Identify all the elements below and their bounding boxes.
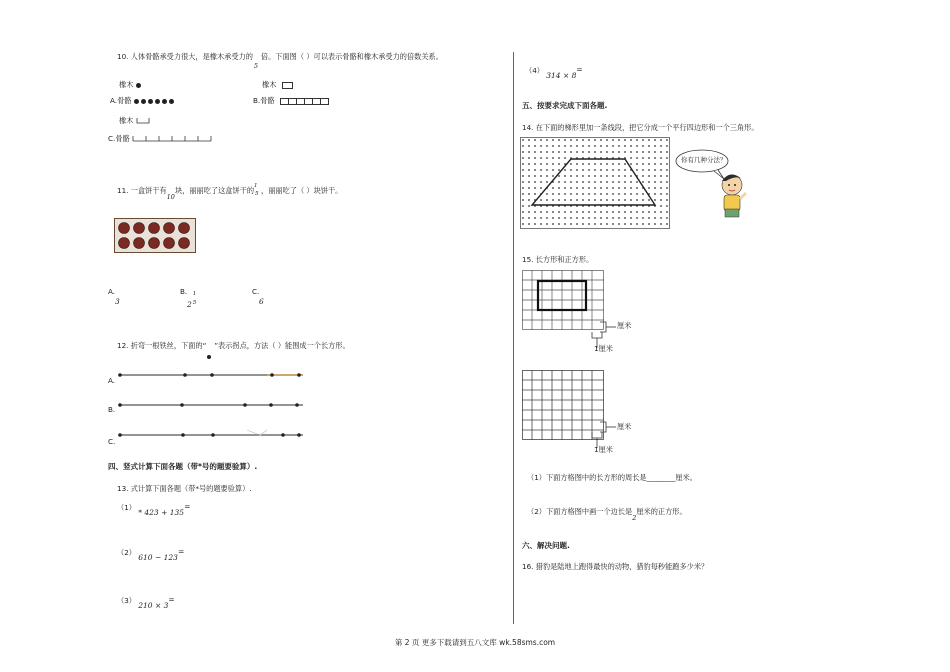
bone-dot-icon [134, 99, 139, 104]
speech-bubble-text: 你有几种分法？ [681, 156, 727, 164]
q10-stem: 10. 人体骨骼承受力很大，是橡木承受力的 5 倍。下面图（ ）可以表示骨骼和橡木承受力的倍数关系。 [117, 52, 443, 70]
bone-box-icon [320, 98, 329, 105]
q11-stem: 11. 一盒饼干有10块，丽丽吃了这盒饼干的 1 5 ，丽丽吃了（ ）块饼干。 [117, 183, 343, 201]
section-4-title: 四、竖式计算下面各题（带*号的题要验算）. [108, 462, 258, 471]
q13-item-4: （4） 314 × 8= [525, 65, 583, 80]
bone-dot-icon [155, 99, 160, 104]
q11-option-c[interactable]: C. 6 [252, 287, 264, 306]
q10-option-c[interactable]: C.骨骼 [108, 135, 212, 144]
q14-stem: 14. 在下面的梯形里加一条线段，把它分成一个平行四边形和一个三角形。 [522, 123, 759, 132]
q15-unit-bottom-2: 1厘米 [594, 445, 613, 454]
q15-unit-right-2: 厘米 [617, 422, 632, 431]
q15-sub-1: （1）下面方格图中的长方形的周长是________厘米。 [527, 473, 697, 482]
bend-point-icon [207, 355, 211, 359]
bone-dot-icon [162, 99, 167, 104]
q13-item-1: （1） * 423 + 135= [117, 502, 191, 517]
q12-option-a-wire[interactable] [117, 370, 307, 380]
page-footer: 第 2 页 更多下载请到五八文库 wk.58sms.com [394, 638, 556, 647]
section-6-title: 六、解决问题. [522, 541, 570, 550]
q11-option-b[interactable]: B. 2 1 5 [180, 287, 197, 309]
q12-option-b-label: B. [108, 405, 116, 414]
bone-segment-icon [132, 135, 212, 143]
q10-c-oak-row: 橡木 [119, 117, 150, 126]
q12-option-c-label: C. [108, 437, 116, 446]
oak-segment-icon [136, 117, 150, 125]
bone-dot-icon [169, 99, 174, 104]
oak-dot-icon [136, 83, 141, 88]
cookie-box-image [114, 218, 196, 253]
q13-stem: 13. 式计算下面各题（带*号的题要验算）. [117, 484, 252, 493]
q15-sub-2: （2）下面方格图中画一个边长是2厘米的正方形。 [527, 507, 687, 522]
q16-stem: 16. 猎豹是陆地上跑得最快的动物，猎豹每秒能跑多少米？ [522, 562, 709, 571]
q12-stem: 12. 折弯一根铁丝，下面的“ ”表示拐点，方法（ ）能围成一个长方形。 [117, 342, 350, 351]
q15-sub-1-blank[interactable]: ________ [646, 473, 676, 482]
q10-fraction-den: 5 [253, 62, 259, 70]
q12-option-a-label: A. [108, 376, 116, 385]
q10-b-oak-row: 橡木 [262, 81, 293, 90]
q15-stem: 15. 长方形和正方形。 [522, 255, 594, 264]
q12-option-c-wire[interactable] [117, 428, 307, 442]
section-5-title: 五、按要求完成下面各题. [522, 101, 608, 110]
oak-box-icon [282, 82, 293, 89]
q11-option-a[interactable]: A. 3 [108, 287, 120, 306]
q10-option-a[interactable]: A.骨骼 [110, 97, 176, 106]
q13-item-2: （2） 610 − 123= [117, 547, 185, 562]
q15-unit-right-1: 厘米 [617, 321, 632, 330]
bone-dot-icon [148, 99, 153, 104]
q12-option-b-wire[interactable] [117, 400, 307, 410]
q10-a-oak-row: 橡木 [119, 81, 143, 90]
q15-unit-bottom-1: 1厘米 [594, 344, 613, 353]
q13-item-3: （3） 210 × 3= [117, 595, 175, 610]
q10-option-b[interactable]: B.骨骼 [253, 97, 329, 106]
bone-dot-icon [141, 99, 146, 104]
column-divider [513, 52, 514, 624]
q14-dot-grid-trapezoid[interactable] [520, 137, 670, 229]
